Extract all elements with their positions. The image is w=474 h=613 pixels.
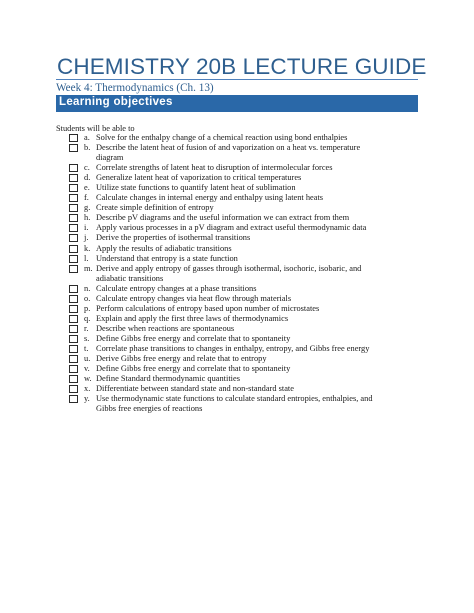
objective-letter: m. xyxy=(84,263,93,273)
page-title: CHEMISTRY 20B LECTURE GUIDE xyxy=(57,54,427,79)
objective-item xyxy=(69,254,414,264)
objective-text: Define Standard thermodynamic quantities xyxy=(96,374,240,384)
checkbox[interactable] xyxy=(69,134,78,142)
checkbox[interactable] xyxy=(69,194,78,202)
objective-text: Define Gibbs free energy and correlate that to spontaneity xyxy=(96,364,291,374)
objective-text: Correlate phase transitions to changes in enthalpy, entropy, and Gibbs free energy xyxy=(96,343,370,353)
checkbox[interactable] xyxy=(69,335,78,343)
objective-text: Apply the results of adiabatic transitions xyxy=(96,243,232,253)
checkbox[interactable] xyxy=(69,345,78,353)
checkbox[interactable] xyxy=(69,265,78,273)
objective-item xyxy=(69,344,414,354)
checkbox[interactable] xyxy=(69,245,78,253)
checkbox[interactable] xyxy=(69,395,78,403)
checkbox[interactable] xyxy=(69,375,78,383)
objective-letter: n. xyxy=(84,283,91,293)
objective-letter: b. xyxy=(84,143,91,153)
checkbox[interactable] xyxy=(69,295,78,303)
objective-letter: q. xyxy=(84,313,91,323)
checkbox[interactable] xyxy=(69,315,78,323)
objective-letter: g. xyxy=(84,203,91,213)
objective-text: Correlate strengths of latent heat to disruption of intermolecular forces xyxy=(96,163,333,173)
objective-text: Describe when reactions are spontaneous xyxy=(96,323,235,333)
objective-text: Derive Gibbs free energy and relate that to entropy xyxy=(96,354,267,364)
checkbox[interactable] xyxy=(69,184,78,192)
objective-text: Differentiate between standard state and non-standard state xyxy=(96,384,294,394)
objective-item xyxy=(69,133,414,143)
checkbox[interactable] xyxy=(69,385,78,393)
objective-item xyxy=(69,354,414,364)
objectives-list xyxy=(69,133,414,414)
objective-item xyxy=(69,183,414,193)
objective-letter: d. xyxy=(84,173,91,183)
checkbox[interactable] xyxy=(69,214,78,222)
objective-text: Describe pV diagrams and the useful information we can extract from them xyxy=(96,213,350,223)
objective-letter: y. xyxy=(84,394,90,404)
objective-item xyxy=(69,314,414,324)
objective-text: Derive the properties of isothermal transitions xyxy=(96,233,251,243)
objective-letter: s. xyxy=(84,333,90,343)
objective-letter: r. xyxy=(84,323,89,333)
objective-text: Generalize latent heat of vaporization to critical temperatures xyxy=(96,173,302,183)
objective-text: Describe the latent heat of fusion of and vaporization on a heat vs. temperature xyxy=(96,143,361,153)
checkbox[interactable] xyxy=(69,174,78,182)
objective-item xyxy=(69,213,414,223)
objective-item xyxy=(69,284,414,294)
objective-text: Derive and apply entropy of gasses through isothermal, isochoric, isobaric, and xyxy=(96,263,362,273)
objective-item xyxy=(69,374,414,384)
objective-letter: c. xyxy=(84,163,90,173)
objective-letter: o. xyxy=(84,293,91,303)
objective-text: Calculate changes in internal energy and enthalpy using latent heats xyxy=(96,193,324,203)
checkbox[interactable] xyxy=(69,234,78,242)
section-heading: Learning objectives xyxy=(59,96,173,108)
objective-text: Understand that entropy is a state function xyxy=(96,253,238,263)
objective-item xyxy=(69,173,414,183)
objective-text-continued: adiabatic transitions xyxy=(96,273,164,283)
objective-item xyxy=(69,143,414,163)
objective-letter: k. xyxy=(84,243,91,253)
objective-item xyxy=(69,163,414,173)
checkbox[interactable] xyxy=(69,144,78,152)
checkbox[interactable] xyxy=(69,255,78,263)
objective-text: Explain and apply the first three laws of thermodynamics xyxy=(96,313,289,323)
objective-item xyxy=(69,203,414,213)
objective-item xyxy=(69,244,414,254)
section-heading-bar xyxy=(56,95,418,112)
objective-item xyxy=(69,233,414,243)
objective-text-continued: diagram xyxy=(96,153,124,163)
objective-text: Perform calculations of entropy based upon number of microstates xyxy=(96,303,320,313)
objective-letter: w. xyxy=(84,374,92,384)
objective-text: Create simple definition of entropy xyxy=(96,203,214,213)
week-subtitle: Week 4: Thermodynamics (Ch. 13) xyxy=(56,82,214,94)
objective-letter: a. xyxy=(84,133,90,142)
objective-text: Solve for the enthalpy change of a chemical reaction using bond enthalpies xyxy=(96,133,348,142)
objective-letter: u. xyxy=(84,354,91,364)
checkbox[interactable] xyxy=(69,305,78,313)
objective-item xyxy=(69,193,414,203)
objective-text: Use thermodynamic state functions to calculate standard entropies, enthalpies, and xyxy=(96,394,373,404)
objective-letter: j. xyxy=(84,233,89,243)
objective-letter: e. xyxy=(84,183,90,193)
title-rule xyxy=(56,79,418,80)
objective-letter: v. xyxy=(84,364,90,374)
objective-letter: h. xyxy=(84,213,91,223)
checkbox[interactable] xyxy=(69,204,78,212)
objective-item xyxy=(69,334,414,344)
checkbox[interactable] xyxy=(69,164,78,172)
objective-item xyxy=(69,394,414,414)
objective-item xyxy=(69,324,414,334)
checkbox[interactable] xyxy=(69,365,78,373)
objective-text: Calculate entropy changes at a phase transitions xyxy=(96,283,257,293)
objective-item xyxy=(69,264,414,284)
objective-letter: i. xyxy=(84,223,89,233)
objective-letter: t. xyxy=(84,343,89,353)
intro-text: Students will be able to xyxy=(56,124,135,133)
objective-text-continued: Gibbs free energies of reactions xyxy=(96,404,203,414)
objective-letter: l. xyxy=(84,253,89,263)
checkbox[interactable] xyxy=(69,325,78,333)
checkbox[interactable] xyxy=(69,355,78,363)
checkbox[interactable] xyxy=(69,285,78,293)
objective-text: Utilize state functions to quantify latent heat of sublimation xyxy=(96,183,296,193)
objective-item xyxy=(69,294,414,304)
objective-item xyxy=(69,223,414,233)
objective-item xyxy=(69,304,414,314)
objective-item xyxy=(69,364,414,374)
objective-text: Define Gibbs free energy and correlate that to spontaneity xyxy=(96,333,291,343)
objective-letter: p. xyxy=(84,303,91,313)
objective-letter: x. xyxy=(84,384,91,394)
checkbox[interactable] xyxy=(69,224,78,232)
objective-item xyxy=(69,384,414,394)
objective-letter: f. xyxy=(84,193,89,203)
objective-text: Calculate entropy changes via heat flow through materials xyxy=(96,293,292,303)
objective-text: Apply various processes in a pV diagram and extract useful thermodynamic data xyxy=(96,223,367,233)
